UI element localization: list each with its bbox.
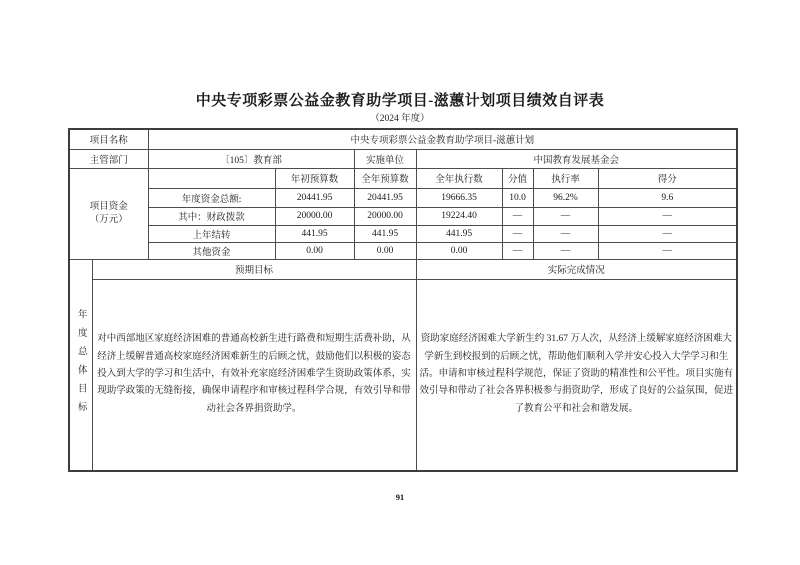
funds-cell: 441.95 [416, 225, 502, 242]
performance-self-evaluation-table [68, 128, 738, 472]
funds-row-name: 上年结转 [148, 225, 275, 242]
table-row [69, 168, 737, 188]
funds-row-name: 年度资金总额: [148, 188, 275, 207]
actual-completion-header: 实际完成情况 [416, 259, 737, 279]
page-subtitle: （2024 年度） [370, 114, 430, 124]
funds-header-empty [148, 168, 275, 188]
funds-label-line1: 项目资金 [89, 201, 128, 212]
funds-cell: — [502, 225, 533, 242]
actual-completion-text: 资助家庭经济困难大学新生约 31.67 万人次，从经济上缓解家庭经济困难大学新生到校报到的后顾之忧，帮助他们顺利入学并安心投入大学学习和生活。申请和审核过程科学规范，保证了资助的精准性和公平性。项目实施有效引导和带动了社会各界积极参与捐资助学，形成了良好的公益氛围，促进了教育公平和社会和谐发展。 [416, 279, 737, 471]
funds-cell: 96.2% [533, 188, 598, 207]
funds-cell: — [598, 225, 737, 242]
funds-cell: 9.6 [598, 188, 737, 207]
table-row [69, 259, 737, 279]
funds-header-annual-execution: 全年执行数 [416, 168, 502, 188]
funds-header-score: 得分 [598, 168, 737, 188]
funds-cell: — [502, 207, 533, 225]
table-row [69, 207, 737, 225]
funds-cell: — [533, 225, 598, 242]
funds-header-execution-rate: 执行率 [533, 168, 598, 188]
funds-cell: 441.95 [354, 225, 416, 242]
implementing-unit-label: 实施单位 [354, 149, 416, 168]
expected-goal-text: 对中西部地区家庭经济困难的普通高校新生进行路费和短期生活费补助，从经济上缓解普通高校家庭经济困难新生的后顾之忧，鼓励他们以积极的姿态投入到大学的学习和生活中，有效补充家庭经济困难学生资助政策体系，实现助学政策的无缝衔接，确保申请程序和审核过程科学合规，有效引导和带动社会各界捐资助学。 [92, 279, 416, 471]
table-row [69, 129, 737, 149]
project-name-value: 中央专项彩票公益金教育助学项目-滋蕙计划 [148, 129, 737, 149]
funds-cell: 0.00 [275, 242, 354, 259]
table-row [69, 149, 737, 168]
implementing-unit-value: 中国教育发展基金会 [416, 149, 737, 168]
funds-cell: 441.95 [275, 225, 354, 242]
project-name-label: 项目名称 [69, 129, 148, 149]
table-row [69, 279, 737, 471]
funds-cell: 19224.40 [416, 207, 502, 225]
funds-cell: — [533, 207, 598, 225]
funds-cell: 20000.00 [275, 207, 354, 225]
funds-label-line2: （万元） [89, 214, 128, 225]
department-value: 〔105〕教育部 [148, 149, 354, 168]
funds-header-initial-budget: 年初预算数 [275, 168, 354, 188]
funds-cell: — [533, 242, 598, 259]
funds-row-name: 其中：财政拨款 [148, 207, 275, 225]
funds-cell: — [598, 207, 737, 225]
funds-row-name: 其他资金 [148, 242, 275, 259]
funds-cell: 20441.95 [354, 188, 416, 207]
funds-header-score-value: 分值 [502, 168, 533, 188]
funds-cell: 19666.35 [416, 188, 502, 207]
table-row [69, 225, 737, 242]
annual-goal-side-label [69, 259, 92, 471]
funds-cell: 0.00 [416, 242, 502, 259]
funds-cell: 0.00 [354, 242, 416, 259]
funds-cell: — [502, 242, 533, 259]
department-label: 主管部门 [69, 149, 148, 168]
funds-cell: — [598, 242, 737, 259]
table-row [69, 188, 737, 207]
funds-section-label [69, 168, 148, 259]
expected-goal-header: 预期目标 [92, 259, 416, 279]
table-row [69, 242, 737, 259]
annual-goal-side-label-text: 年度总体目标 [75, 309, 86, 421]
funds-cell: 10.0 [502, 188, 533, 207]
page-number: 91 [395, 492, 405, 502]
funds-cell: 20441.95 [275, 188, 354, 207]
funds-cell: 20000.00 [354, 207, 416, 225]
page-title: 中央专项彩票公益金教育助学项目-滋蕙计划项目绩效自评表 [195, 93, 605, 109]
funds-header-annual-budget: 全年预算数 [354, 168, 416, 188]
